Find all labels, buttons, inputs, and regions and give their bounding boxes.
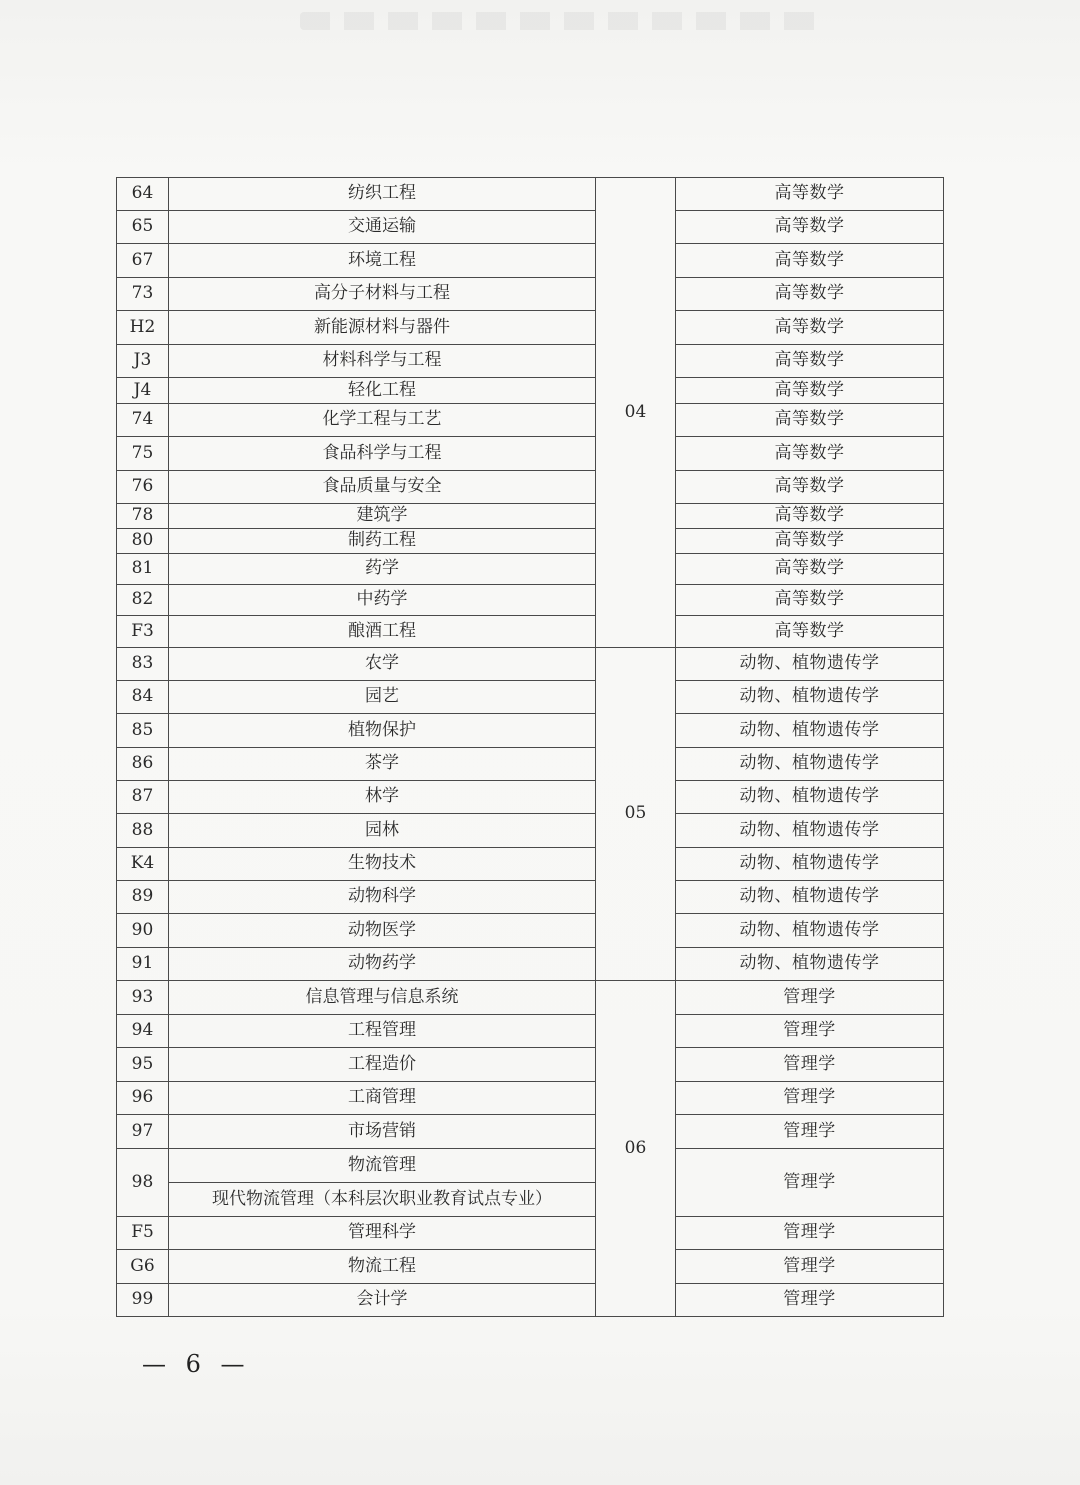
- exam-subject: 动物、植物遗传学: [676, 948, 944, 981]
- exam-subject: 动物、植物遗传学: [676, 848, 944, 881]
- major-code: 87: [117, 781, 169, 814]
- table-row: [117, 311, 944, 345]
- major-name: 信息管理与信息系统: [169, 981, 596, 1015]
- major-name: 制药工程: [169, 529, 596, 554]
- major-code: H2: [117, 311, 169, 345]
- majors-table: [116, 177, 944, 1317]
- major-code: 67: [117, 244, 169, 278]
- table-row: [117, 404, 944, 437]
- scan-bleed-through: [300, 12, 820, 30]
- major-name: 管理科学: [169, 1217, 596, 1250]
- major-name: 材料科学与工程: [169, 345, 596, 378]
- major-name: 中药学: [169, 585, 596, 616]
- major-name: 会计学: [169, 1284, 596, 1317]
- table-row: [117, 981, 944, 1015]
- major-code: 64: [117, 178, 169, 211]
- exam-subject: 高等数学: [676, 529, 944, 554]
- table-row: [117, 278, 944, 311]
- exam-subject: 高等数学: [676, 311, 944, 345]
- major-code: F5: [117, 1217, 169, 1250]
- exam-subject: 管理学: [676, 1250, 944, 1284]
- major-name: 食品质量与安全: [169, 471, 596, 504]
- table-row: [117, 378, 944, 404]
- exam-subject: 管理学: [676, 1015, 944, 1048]
- major-code: 78: [117, 504, 169, 529]
- table-row: [117, 781, 944, 814]
- major-code: 86: [117, 748, 169, 781]
- table-row: [117, 585, 944, 616]
- exam-subject: 高等数学: [676, 585, 944, 616]
- exam-subject: 高等数学: [676, 504, 944, 529]
- table-row: [117, 948, 944, 981]
- table-row: [117, 1284, 944, 1317]
- major-name: 植物保护: [169, 714, 596, 748]
- major-code: 91: [117, 948, 169, 981]
- table-row: [117, 814, 944, 848]
- exam-subject: 管理学: [676, 1115, 944, 1149]
- exam-subject: 管理学: [676, 1082, 944, 1115]
- major-code: 84: [117, 681, 169, 714]
- major-name: 环境工程: [169, 244, 596, 278]
- table-row: [117, 748, 944, 781]
- exam-subject: 管理学: [676, 1149, 944, 1217]
- major-code: 82: [117, 585, 169, 616]
- major-code: K4: [117, 848, 169, 881]
- major-code: 90: [117, 914, 169, 948]
- major-code: 93: [117, 981, 169, 1015]
- exam-subject: 管理学: [676, 1048, 944, 1082]
- exam-subject: 动物、植物遗传学: [676, 648, 944, 681]
- table-row: [117, 471, 944, 504]
- exam-subject: 高等数学: [676, 616, 944, 648]
- major-code: F3: [117, 616, 169, 648]
- table-row: [117, 681, 944, 714]
- major-code: G6: [117, 1250, 169, 1284]
- exam-subject: 动物、植物遗传学: [676, 681, 944, 714]
- exam-subject: 管理学: [676, 981, 944, 1015]
- exam-subject: 动物、植物遗传学: [676, 881, 944, 914]
- table-row: [117, 1217, 944, 1250]
- exam-subject: 高等数学: [676, 278, 944, 311]
- table-row: [117, 1149, 944, 1217]
- major-code: 81: [117, 554, 169, 585]
- major-name: 生物技术: [169, 848, 596, 881]
- major-name: 酿酒工程: [169, 616, 596, 648]
- major-code: 75: [117, 437, 169, 471]
- major-code: 99: [117, 1284, 169, 1317]
- major-code: 88: [117, 814, 169, 848]
- exam-subject: 高等数学: [676, 378, 944, 404]
- major-name: 工程造价: [169, 1048, 596, 1082]
- major-name: 食品科学与工程: [169, 437, 596, 471]
- major-code: 76: [117, 471, 169, 504]
- major-code: 83: [117, 648, 169, 681]
- exam-subject: 管理学: [676, 1284, 944, 1317]
- exam-subject: 高等数学: [676, 244, 944, 278]
- major-name: 建筑学: [169, 504, 596, 529]
- exam-subject: 高等数学: [676, 437, 944, 471]
- table-row: [117, 244, 944, 278]
- table-row: [117, 881, 944, 914]
- exam-subject: 高等数学: [676, 554, 944, 585]
- major-name: 动物医学: [169, 914, 596, 948]
- group-code: 04: [596, 178, 676, 648]
- table-row: [117, 848, 944, 881]
- major-name: 园林: [169, 814, 596, 848]
- major-code: 85: [117, 714, 169, 748]
- major-name: 交通运输: [169, 211, 596, 244]
- exam-subject: 动物、植物遗传学: [676, 914, 944, 948]
- table-row: [117, 504, 944, 529]
- exam-subject: 高等数学: [676, 345, 944, 378]
- major-name: 轻化工程: [169, 378, 596, 404]
- major-name: 动物科学: [169, 881, 596, 914]
- table-row: [117, 211, 944, 244]
- major-code: 96: [117, 1082, 169, 1115]
- table-row: [117, 616, 944, 648]
- table-row: [117, 1015, 944, 1048]
- major-code: 94: [117, 1015, 169, 1048]
- table-row: [117, 1082, 944, 1115]
- table-row: [117, 178, 944, 211]
- exam-subject: 动物、植物遗传学: [676, 714, 944, 748]
- major-name: 药学: [169, 554, 596, 585]
- exam-subject: 高等数学: [676, 471, 944, 504]
- table-row: [117, 648, 944, 681]
- major-name: 农学: [169, 648, 596, 681]
- major-code: 73: [117, 278, 169, 311]
- table-row: [117, 437, 944, 471]
- major-name: 动物药学: [169, 948, 596, 981]
- major-code: 98: [117, 1149, 169, 1217]
- major-name: 化学工程与工艺: [169, 404, 596, 437]
- major-code: 65: [117, 211, 169, 244]
- table-row: [117, 1115, 944, 1149]
- major-code: 74: [117, 404, 169, 437]
- exam-subject: 高等数学: [676, 211, 944, 244]
- exam-subject: 动物、植物遗传学: [676, 814, 944, 848]
- major-name: 市场营销: [169, 1115, 596, 1149]
- table-row: [117, 554, 944, 585]
- major-name: 新能源材料与器件: [169, 311, 596, 345]
- exam-subject: 高等数学: [676, 178, 944, 211]
- table-row: [117, 714, 944, 748]
- major-name: 物流工程: [169, 1250, 596, 1284]
- major-name: 工商管理: [169, 1082, 596, 1115]
- major-code: 80: [117, 529, 169, 554]
- major-name: 林学: [169, 781, 596, 814]
- exam-subject: 动物、植物遗传学: [676, 781, 944, 814]
- major-name-secondary: 现代物流管理（本科层次职业教育试点专业）: [212, 1189, 552, 1209]
- major-code: J4: [117, 378, 169, 404]
- group-code: 05: [596, 648, 676, 981]
- major-name: 高分子材料与工程: [169, 278, 596, 311]
- table-row: [117, 1250, 944, 1284]
- table-row: [117, 914, 944, 948]
- major-name: 工程管理: [169, 1015, 596, 1048]
- major-name: 茶学: [169, 748, 596, 781]
- exam-subject: 高等数学: [676, 404, 944, 437]
- major-name: 物流管理: [169, 1149, 595, 1183]
- table-row: [117, 345, 944, 378]
- table-row: [117, 1048, 944, 1082]
- exam-subject: 动物、植物遗传学: [676, 748, 944, 781]
- major-name: 园艺: [169, 681, 596, 714]
- major-code: 95: [117, 1048, 169, 1082]
- major-code: 97: [117, 1115, 169, 1149]
- major-code: J3: [117, 345, 169, 378]
- major-name-double: [169, 1149, 596, 1217]
- major-code: 89: [117, 881, 169, 914]
- page-number: — 6 —: [142, 1350, 251, 1378]
- exam-subject: 管理学: [676, 1217, 944, 1250]
- table-row: [117, 529, 944, 554]
- group-code: 06: [596, 981, 676, 1317]
- major-name: 纺织工程: [169, 178, 596, 211]
